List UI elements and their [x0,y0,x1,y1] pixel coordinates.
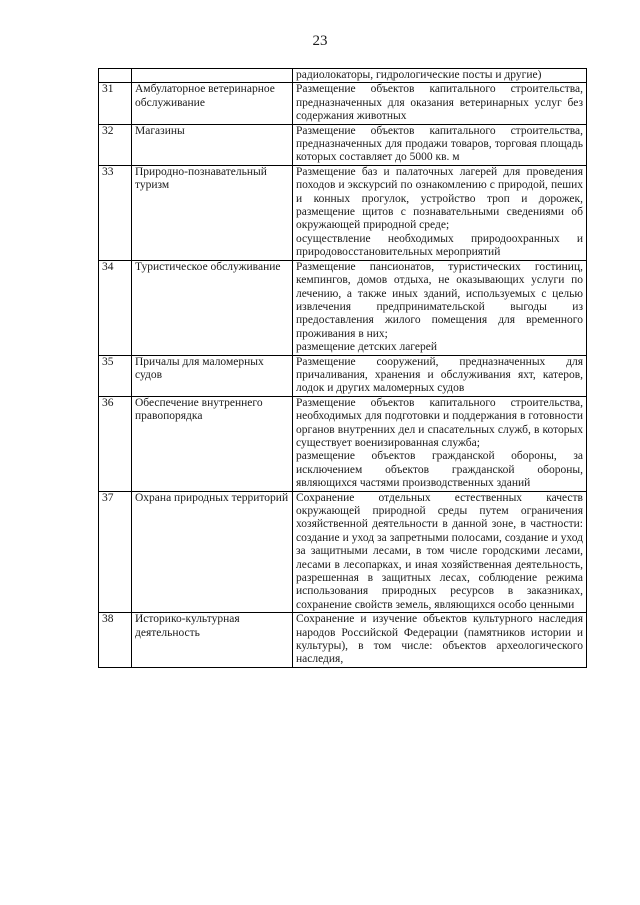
row-name-cell: Амбулаторное ветеринарное обслуживание [132,83,293,124]
table-row [99,124,587,165]
row-name-cell: Природно-познавательный туризм [132,165,293,260]
description-paragraph: Размещение пансионатов, туристических гостиниц, кемпингов, домов отдыха, не оказывающих услуги по лечению, а также иных зданий, используемых с целью извлечения предпринимательской выгоды из предоставления жилого помещения для временного проживания в них; [296,260,583,340]
row-name-cell: Обеспечение внутреннего правопорядка [132,396,293,491]
table-row [99,355,587,396]
description-paragraph: Размещение объектов капитального строительства, предназначенных для оказания ветеринарных услуг без содержания животных [296,83,583,123]
table-row-continuation [99,69,587,83]
row-description-cell [293,83,587,124]
row-description-cell [293,491,587,613]
row-number-cell: 36 [99,396,132,491]
table-row [99,396,587,491]
row-name-cell: Туристическое обслуживание [132,260,293,355]
description-paragraph: осуществление необходимых природоохранных и природовосстановительных мероприятий [296,232,583,259]
table-row [99,165,587,260]
table-row [99,491,587,613]
table-row [99,260,587,355]
description-paragraph: Сохранение отдельных естественных качеств окружающей природной среды путем ограничения хозяйственной деятельности в данной зоне, в частности: создание и уход за запретными полосами, создание и уход за защитными лесами, в том числе городскими лесами, лесами в лесопарках, и иная хозяйственная деятельность, разрешенная в защитных лесах, соблюдение режима использования природных ресурсов в заказниках, сохранение свойств земель, являющихся особо ценными [296,491,583,611]
description-paragraph: Размещение сооружений, предназначенных для причаливания, хранения и обслуживания яхт, катеров, лодок и других маломерных судов [296,355,583,395]
row-description-cell [293,165,587,260]
description-paragraph: Размещение объектов капитального строительства, необходимых для подготовки и поддержания в готовности органов внутренних дел и спасательных служб, в которых существует военизированная служба; [296,396,583,449]
row-description-cell: радиолокаторы, гидрологические посты и другие) [293,69,587,83]
description-paragraph: Размещение баз и палаточных лагерей для проведения походов и экскурсий по ознакомлению с природой, пеших и конных прогулок, устройство троп и дорожек, размещение щитов с познавательными сведениями об окружающей природной среде; [296,165,583,232]
row-description-cell [293,396,587,491]
description-paragraph: Размещение объектов капитального строительства, предназначенных для продажи товаров, торговая площадь которых составляет до 5000 кв. м [296,124,583,164]
row-description-cell [293,260,587,355]
row-number-cell: 35 [99,355,132,396]
land-use-table [98,68,587,668]
row-number-cell: 33 [99,165,132,260]
description-paragraph: размещение детских лагерей [296,341,437,354]
row-description-cell [293,355,587,396]
row-description-cell [293,613,587,668]
row-number-cell [99,69,132,83]
row-number-cell: 34 [99,260,132,355]
description-paragraph: Сохранение и изучение объектов культурного наследия народов Российской Федерации (памятников истории и культуры), в том числе: объектов археологического наследия, [296,613,583,666]
row-name-cell: Причалы для маломерных судов [132,355,293,396]
table-row [99,613,587,668]
table-body [99,69,587,668]
row-number-cell: 38 [99,613,132,668]
row-name-cell: Историко-культурная деятельность [132,613,293,668]
table-row [99,83,587,124]
row-number-cell: 31 [99,83,132,124]
row-number-cell: 37 [99,491,132,613]
row-name-cell: Магазины [132,124,293,165]
page-number: 23 [312,33,328,49]
row-description-cell [293,124,587,165]
row-name-cell [132,69,293,83]
row-number-cell: 32 [99,124,132,165]
row-name-cell: Охрана природных территорий [132,491,293,613]
description-paragraph: размещение объектов гражданской обороны, за исключением объектов гражданской обороны, являющихся частями производственных зданий [296,450,583,490]
